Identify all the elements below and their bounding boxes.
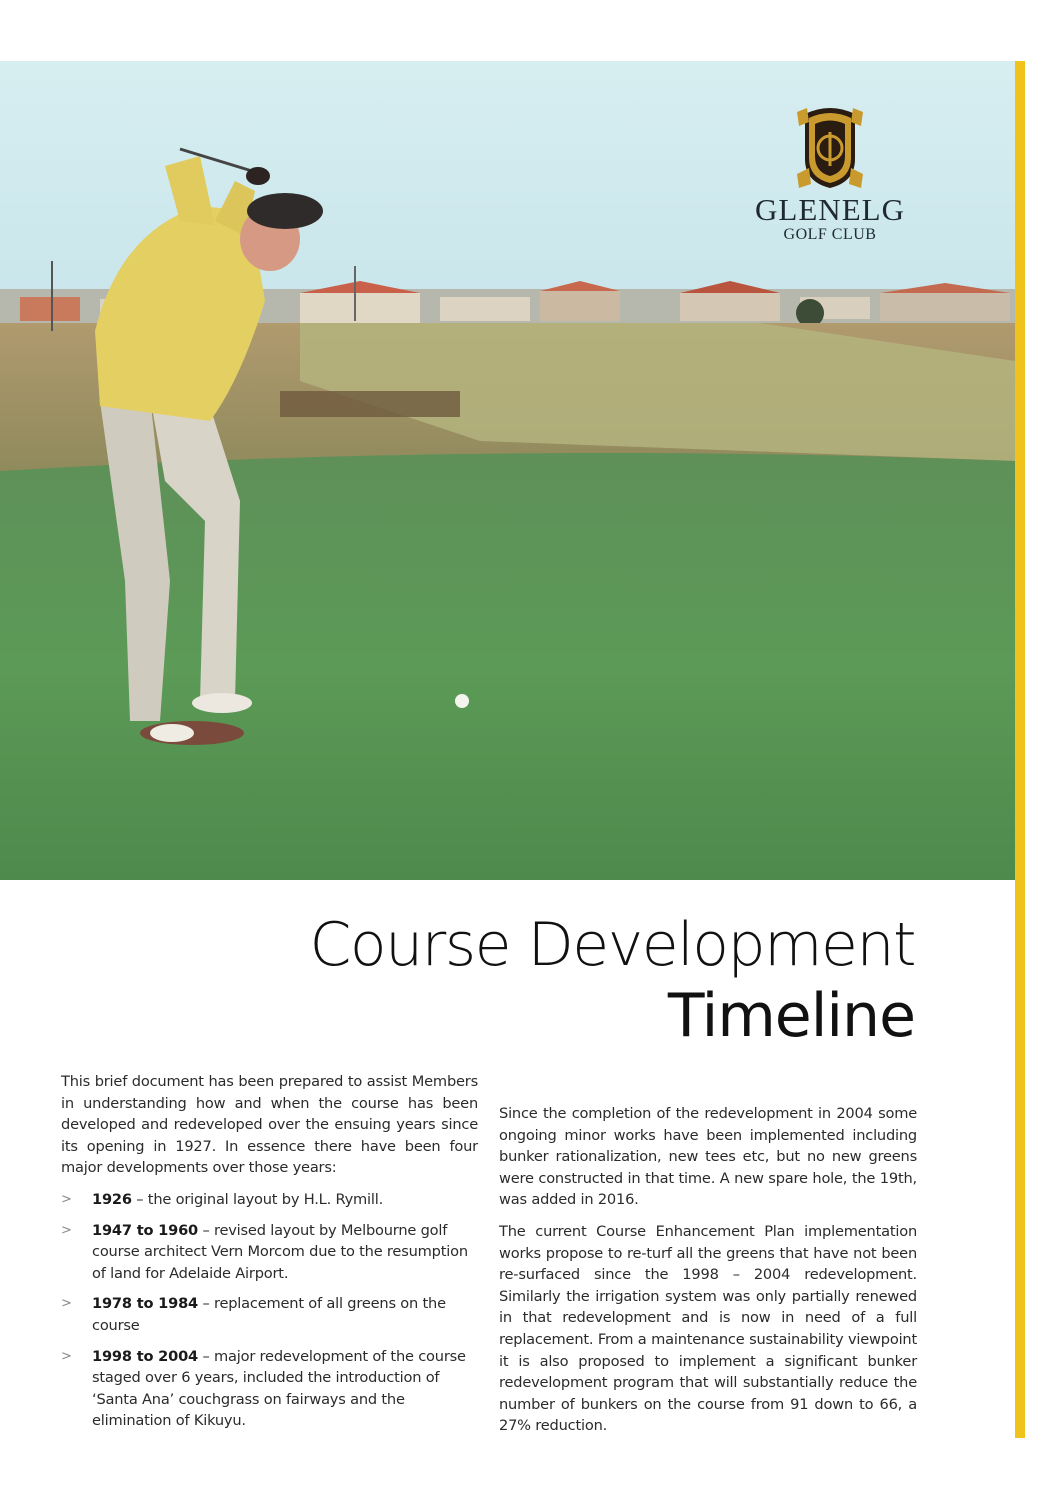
body-paragraph: The current Course Enhancement Plan implementation works propose to re-turf all the greens that have not been re-surfaced since the 1998 – 2004 redevelopment. Similarly the irrigation system was only partially renewed in that redevelopment and is now in need of a full replacement. From a maintenance sustainability viewpoint it is also proposed to implement a significant bunker redevelopment program that will substantially reduce the number of bunkers on the course from 91 down to 66, a 27% reduction.	[499, 1222, 917, 1435]
timeline-item	[61, 1220, 478, 1285]
left-column	[61, 1071, 478, 1441]
body-paragraph: Since the completion of the redevelopment in 2004 some ongoing minor works have been implemented including bunker rationalization, new tees etc, but no new greens were constructed in that time. A new spare hole, the 19th, was added in 2016.	[499, 1105, 917, 1209]
logo-club-subtitle: GOLF CLUB	[783, 226, 877, 243]
right-column	[499, 1103, 917, 1447]
intro-paragraph: This brief document has been prepared to assist Members in understanding how and when the course has been developed and redeveloped over the ensuing years since its opening in 1927. In essence there have been four major developments over those years:	[61, 1073, 478, 1177]
timeline-year: 1926	[92, 1190, 132, 1208]
chevron-right-icon: >	[61, 1222, 72, 1238]
chevron-right-icon: >	[61, 1191, 72, 1207]
golf-ball	[455, 694, 469, 708]
logo-club-name: GLENELG	[755, 192, 905, 227]
chevron-right-icon: >	[61, 1348, 72, 1364]
page-title	[310, 910, 915, 1052]
timeline-text: – revised layout by Melbourne golf course architect Vern Morcom due to the resumption of land for Adelaide Airport.	[92, 1221, 468, 1282]
timeline-text: – replacement of all greens on the course	[92, 1295, 446, 1334]
accent-bar	[1015, 61, 1025, 1438]
crest-icon	[795, 104, 865, 190]
timeline-item	[61, 1293, 478, 1336]
timeline-year: 1947 to 1960	[92, 1221, 198, 1239]
timeline-text: – the original layout by H.L. Rymill.	[131, 1190, 384, 1208]
timeline-list	[61, 1189, 478, 1432]
timeline-year: 1998 to 2004	[92, 1347, 198, 1365]
timeline-year: 1978 to 1984	[92, 1295, 198, 1313]
timeline-item	[61, 1189, 478, 1211]
title-line-2: Timeline	[667, 981, 915, 1051]
title-line-1: Course Development	[309, 910, 915, 980]
chevron-right-icon: >	[61, 1296, 72, 1312]
timeline-text: – major redevelopment of the course staged over 6 years, included the introduction of ‘Santa Ana’ couchgrass on fairways and the elimination of Kikuyu.	[92, 1347, 466, 1430]
timeline-item	[61, 1346, 478, 1432]
club-logo	[720, 104, 940, 264]
